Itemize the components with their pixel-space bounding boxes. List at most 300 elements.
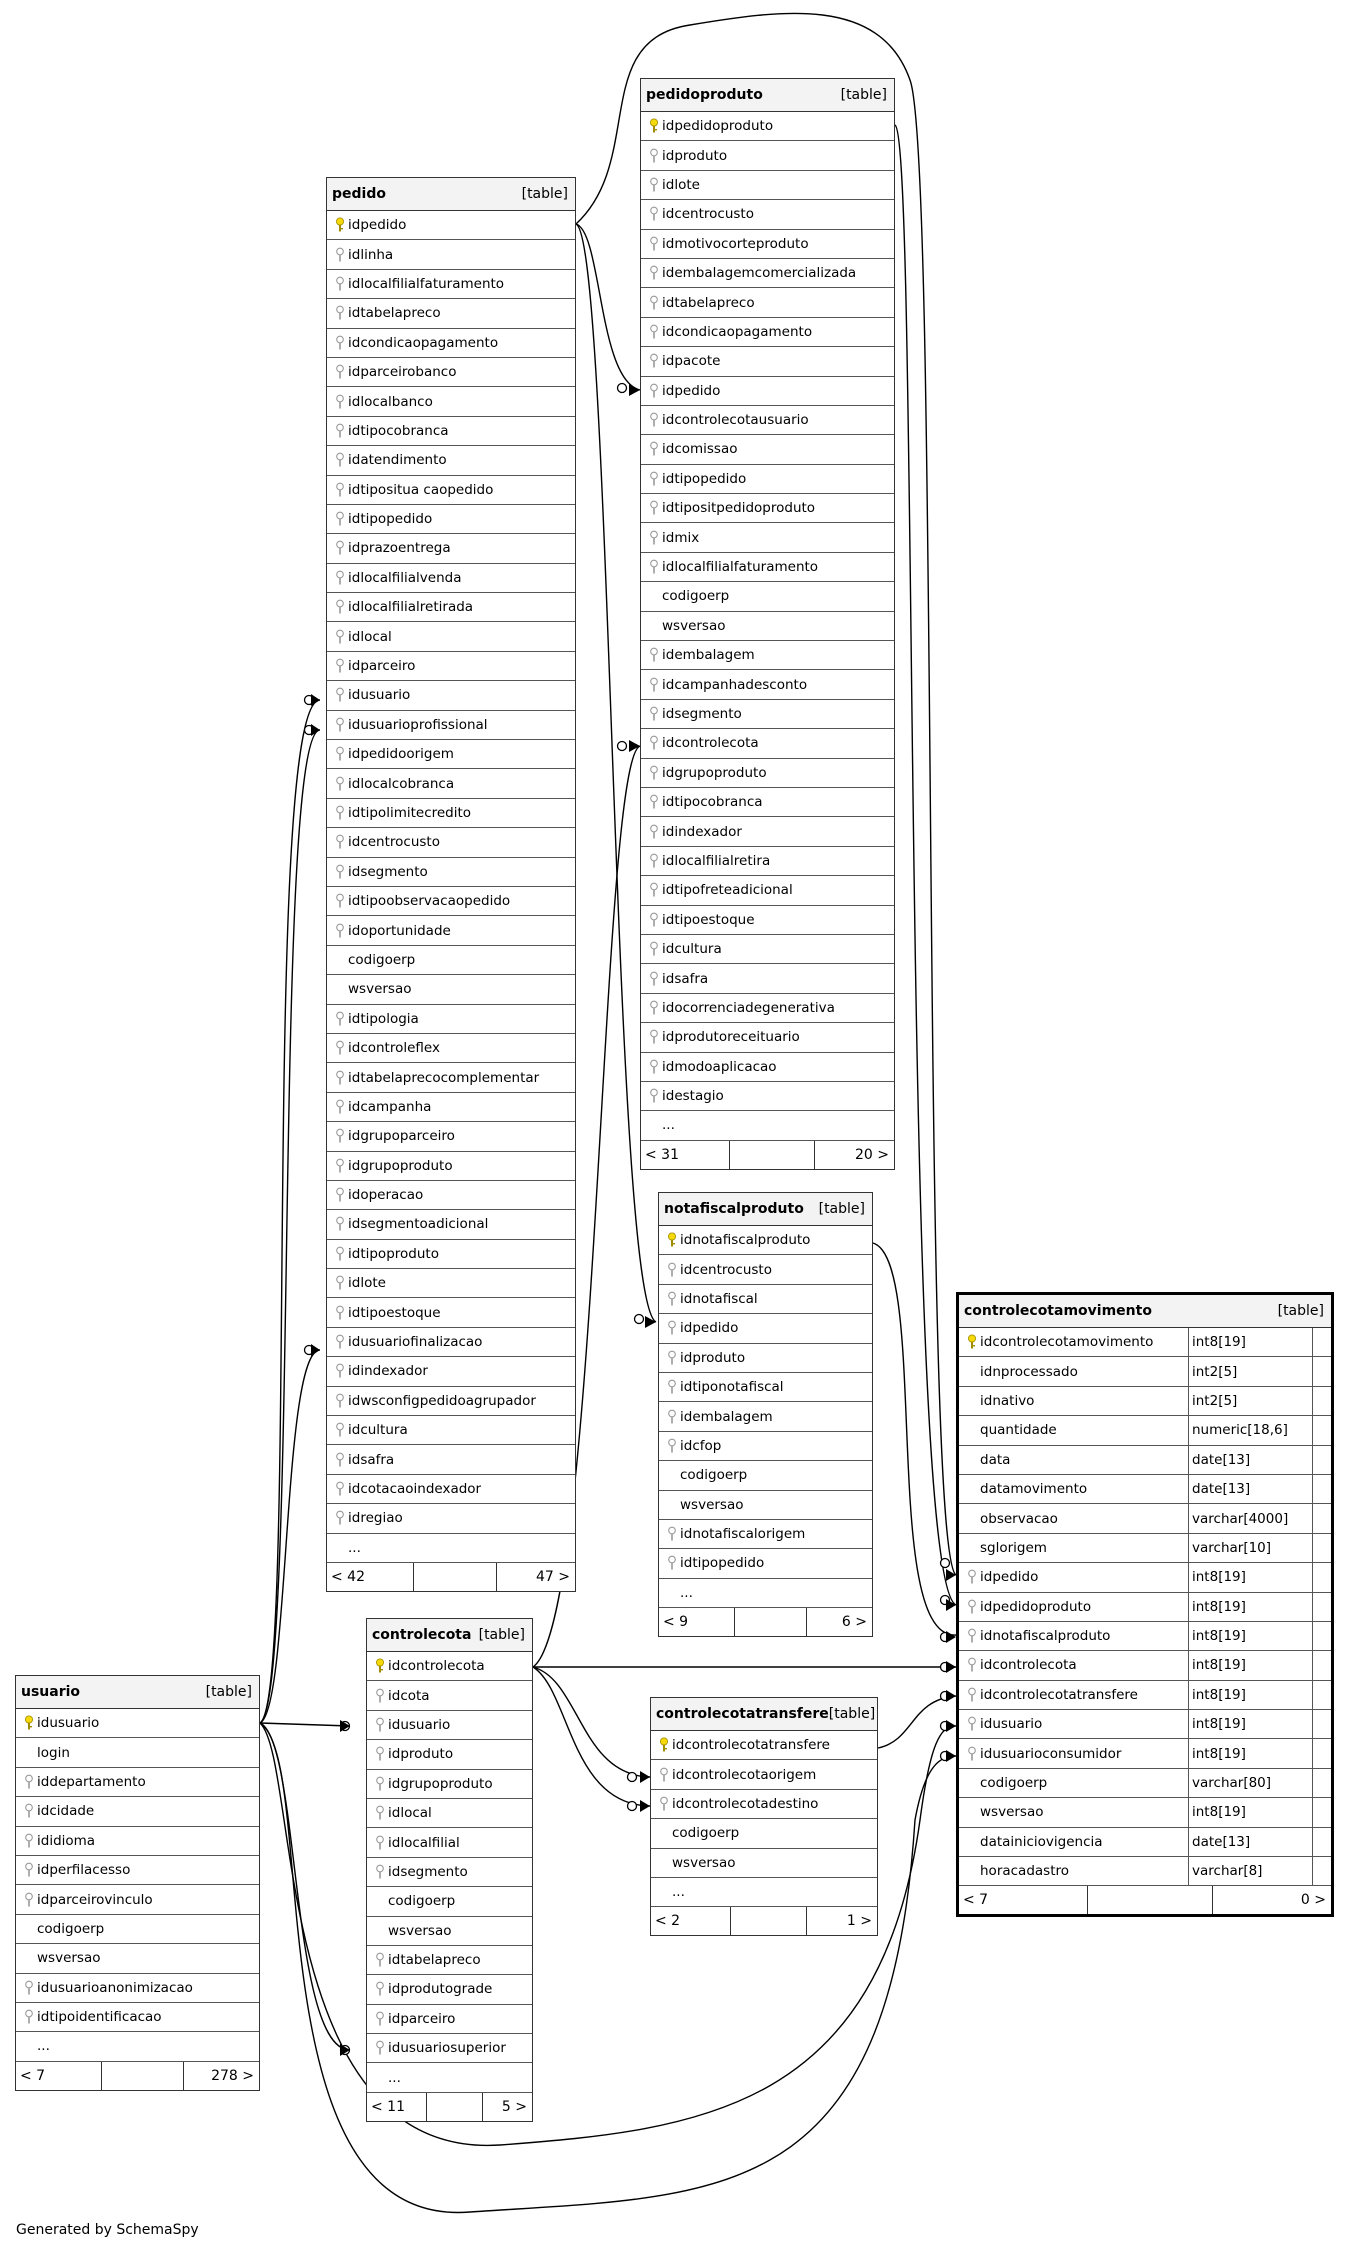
column-row[interactable] [659,1373,872,1402]
column-name: idpedidoorigem [348,746,454,763]
column-name: idprodutoreceituario [662,1029,800,1046]
foreign-key-icon [645,765,662,781]
column-row[interactable] [959,1446,1331,1475]
column-row[interactable] [367,1828,532,1857]
column-name: idsegmento [388,1863,468,1880]
foreign-key-icon [331,247,348,263]
column-row[interactable] [641,259,894,288]
column-name: idsafra [662,970,709,987]
foreign-key-icon [663,1262,680,1278]
column-name: idprodutograde [388,1981,493,1998]
column-row[interactable] [641,847,894,876]
column-row[interactable] [641,1111,894,1140]
column-row[interactable] [651,1790,877,1819]
column-name: idtipocobranca [662,794,763,811]
column-name: idpedido [680,1320,739,1337]
column-row[interactable] [659,1520,872,1549]
column-row[interactable] [327,1240,575,1269]
column-row[interactable] [641,1023,894,1052]
child-count: 20 > [855,1146,889,1163]
column-name: idlocal [348,628,392,645]
table-footer [641,1141,894,1169]
column-row[interactable] [327,740,575,769]
column-name: idsafra [348,1451,395,1468]
parent-count: < 11 [367,2093,427,2121]
column-row[interactable] [959,1622,1331,1651]
column-row[interactable] [641,141,894,170]
column-name: idcontrolecotatransfere [980,1686,1138,1703]
foreign-key-icon [963,1687,980,1703]
column-row[interactable] [327,1181,575,1210]
foreign-key-icon [645,471,662,487]
column-name: codigoerp [37,1920,105,1937]
column-name: idtipoestoque [348,1304,441,1321]
column-name: idembalagem [680,1408,773,1425]
column-row[interactable] [327,1328,575,1357]
column-row[interactable] [327,1210,575,1239]
column-name: idlocalfilialfaturamento [662,559,819,576]
column-row[interactable] [327,534,575,563]
column-name: idusuarioanonimizacao [37,1979,193,1996]
column-row[interactable] [641,112,894,141]
column-row[interactable] [327,1122,575,1151]
column-name: idlocalcobranca [348,775,455,792]
column-row[interactable] [641,347,894,376]
column-row[interactable] [367,1975,532,2004]
column-name: idcultura [662,941,722,958]
column-row[interactable] [367,1770,532,1799]
column-name: idlocalfilialretira [662,852,771,869]
footer-spacer [102,2062,184,2090]
column-name: idindexador [662,823,742,840]
column-row[interactable] [327,211,575,240]
column-row[interactable] [641,935,894,964]
column-row[interactable] [367,1887,532,1916]
column-row[interactable] [959,1563,1331,1592]
column-row[interactable] [327,329,575,358]
column-row[interactable] [327,1063,575,1092]
foreign-key-icon [663,1438,680,1454]
column-row[interactable] [327,240,575,269]
column-name: idparceiro [348,658,416,675]
column-name: idcampanhadesconto [662,676,808,693]
column-name: codigoerp [680,1467,748,1484]
column-name: idwsconfigpedidoagrupador [348,1392,536,1409]
column-row[interactable] [327,505,575,534]
column-name: idcontrolecotamovimento [980,1334,1154,1351]
foreign-key-icon [331,1393,348,1409]
column-row[interactable] [367,1740,532,1769]
column-row[interactable] [651,1819,877,1848]
column-row[interactable] [641,759,894,788]
table-name: pedido [332,186,386,202]
table-footer [16,2062,259,2090]
column-row[interactable] [651,1878,877,1907]
column-row[interactable] [641,171,894,200]
table-controlecota[interactable] [366,1618,533,2122]
column-row[interactable] [959,1475,1331,1504]
column-type: date[13] [1192,1833,1251,1850]
table-header [16,1676,259,1709]
column-name: idusuariosuperior [388,2040,506,2057]
column-row[interactable] [327,476,575,505]
column-name: wsversao [680,1496,744,1513]
column-name: ... [662,1117,675,1134]
column-row[interactable] [641,906,894,935]
column-name: idproduto [680,1349,746,1366]
table-name: usuario [21,1684,81,1700]
child-count: 47 > [536,1568,570,1585]
parent-count: < 2 [651,1907,731,1935]
column-row[interactable] [16,1974,259,2003]
column-row[interactable] [641,288,894,317]
column-row[interactable] [327,916,575,945]
rel-usuario-pedido-a [260,700,320,1723]
column-row[interactable] [16,2032,259,2061]
column-row[interactable] [959,1651,1331,1680]
column-name: data [980,1451,1011,1468]
column-row[interactable] [367,1652,532,1681]
column-row[interactable] [959,1534,1331,1563]
column-row[interactable] [327,417,575,446]
column-row[interactable] [641,817,894,846]
column-name: idusuario [37,1715,100,1732]
column-name: idmix [662,529,700,546]
column-row[interactable] [327,1416,575,1445]
column-row[interactable] [641,200,894,229]
foreign-key-icon [645,559,662,575]
column-row[interactable] [367,1681,532,1710]
column-row[interactable] [959,1739,1331,1768]
foreign-key-icon [645,824,662,840]
table-pedido[interactable] [326,177,576,1592]
column-name: idtiponotafiscal [680,1379,784,1396]
column-name: idlote [662,176,700,193]
column-row[interactable] [327,1093,575,1122]
column-row[interactable] [327,1034,575,1063]
column-row[interactable] [959,1328,1331,1357]
column-row[interactable] [959,1593,1331,1622]
column-type: int8[19] [1192,1716,1246,1733]
column-type: date[13] [1192,1481,1251,1498]
column-name: wsversao [388,1922,452,1939]
column-row[interactable] [959,1416,1331,1445]
column-type: int2[5] [1192,1363,1238,1380]
column-type: int8[19] [1192,1628,1246,1645]
foreign-key-icon [331,364,348,380]
table-pedidoproduto[interactable] [640,78,895,1170]
column-row[interactable] [641,788,894,817]
column-name: idcfop [680,1437,722,1454]
footer-spacer [1088,1886,1213,1914]
column-row[interactable] [641,994,894,1023]
parent-count: < 7 [16,2062,102,2090]
column-row[interactable] [367,2034,532,2063]
column-name: idpedido [662,382,721,399]
foreign-key-icon [371,1688,388,1704]
column-row[interactable] [327,946,575,975]
column-row[interactable] [327,1005,575,1034]
column-name: idusuariofinalizacao [348,1334,483,1351]
column-row[interactable] [367,2005,532,2034]
foreign-key-icon [331,1305,348,1321]
column-row[interactable] [659,1402,872,1431]
column-row[interactable] [959,1681,1331,1710]
column-row[interactable] [327,681,575,710]
column-row[interactable] [959,1798,1331,1827]
column-row[interactable] [651,1760,877,1789]
column-row[interactable] [327,593,575,622]
column-row[interactable] [327,769,575,798]
column-row[interactable] [367,1711,532,1740]
column-row[interactable] [659,1314,872,1343]
column-row[interactable] [367,1917,532,1946]
foreign-key-icon [645,441,662,457]
foreign-key-icon [663,1526,680,1542]
column-name: idtipoobservacaopedido [348,893,511,910]
parent-count: < 7 [959,1886,1088,1914]
column-row[interactable] [641,230,894,259]
column-row[interactable] [327,446,575,475]
foreign-key-icon [331,717,348,733]
column-row[interactable] [641,523,894,552]
column-row[interactable] [327,387,575,416]
foreign-key-icon [963,1657,980,1673]
column-row[interactable] [327,1475,575,1504]
column-row[interactable] [659,1579,872,1608]
table-footer [651,1907,877,1935]
footer-spacer [730,1141,815,1169]
column-type: numeric[18,6] [1192,1422,1288,1439]
column-row[interactable] [16,1915,259,1944]
column-name: idtabelapreco [388,1952,481,1969]
table-controlecotamovimento[interactable] [956,1292,1334,1917]
column-row[interactable] [641,1082,894,1111]
parent-count: < 9 [659,1608,735,1636]
rel-usuario-controlecota-superior [260,1723,350,2050]
primary-key-icon [20,1715,37,1731]
column-row[interactable] [641,641,894,670]
column-row[interactable] [659,1491,872,1520]
table-type: [table] [818,1201,865,1217]
generator-note: Generated by SchemaSpy [16,2222,199,2238]
column-name: idpacote [662,353,721,370]
column-row[interactable] [327,1504,575,1533]
table-controlecotatransfere[interactable] [650,1697,878,1936]
column-name: idgrupoproduto [348,1157,453,1174]
column-name: idlocalbanco [348,393,433,410]
column-row[interactable] [959,1857,1331,1886]
column-type: int8[19] [1192,1745,1246,1762]
column-row[interactable] [16,1797,259,1826]
table-name: controlecotamovimento [964,1303,1152,1319]
foreign-key-icon [645,735,662,751]
column-row[interactable] [16,1856,259,1885]
column-name: idcentrocusto [680,1261,772,1278]
column-name: idperfilacesso [37,1862,131,1879]
column-row[interactable] [327,1298,575,1327]
column-row[interactable] [327,828,575,857]
column-name: idusuarioprofissional [348,716,488,733]
column-name: idtipolimitecredito [348,805,472,821]
column-row[interactable] [641,964,894,993]
column-row[interactable] [659,1461,872,1490]
column-row[interactable] [641,465,894,494]
table-type: [table] [840,87,887,103]
column-row[interactable] [959,1357,1331,1386]
foreign-key-icon [331,394,348,410]
column-row[interactable] [641,494,894,523]
column-row[interactable] [641,1053,894,1082]
child-count: 5 > [501,2098,527,2115]
column-row[interactable] [327,358,575,387]
column-row[interactable] [659,1344,872,1373]
column-name: idtipologia [348,1010,419,1027]
foreign-key-icon [963,1569,980,1585]
column-row[interactable] [641,700,894,729]
footer-spacer [735,1608,807,1636]
foreign-key-icon [331,864,348,880]
foreign-key-icon [331,1070,348,1086]
column-row[interactable] [16,1738,259,1767]
column-row[interactable] [16,2003,259,2032]
column-name: idregiao [348,1510,403,1527]
foreign-key-icon [645,265,662,281]
foreign-key-icon [331,1099,348,1115]
footer-spacer [427,2093,483,2121]
column-row[interactable] [959,1710,1331,1739]
column-name: idgrupoproduto [388,1775,493,1792]
column-row[interactable] [367,1858,532,1887]
column-name: idnotafiscalproduto [680,1232,811,1249]
column-row[interactable] [327,622,575,651]
column-row[interactable] [327,1269,575,1298]
column-row[interactable] [959,1769,1331,1798]
table-notafiscalproduto[interactable] [658,1192,873,1637]
column-row[interactable] [651,1731,877,1760]
foreign-key-icon [645,912,662,928]
column-row[interactable] [659,1432,872,1461]
foreign-key-icon [331,893,348,909]
column-row[interactable] [641,406,894,435]
column-name: idlinha [348,246,394,263]
column-row[interactable] [327,1387,575,1416]
foreign-key-icon [20,1892,37,1908]
column-name: quantidade [980,1422,1057,1439]
column-name: idcontrolecotausuario [662,412,809,429]
column-name: idprazoentrega [348,540,451,557]
column-row[interactable] [659,1255,872,1284]
column-row[interactable] [959,1828,1331,1857]
foreign-key-icon [645,1088,662,1104]
column-type: int8[19] [1192,1804,1246,1821]
column-row[interactable] [327,858,575,887]
foreign-key-icon [663,1350,680,1366]
column-type: date[13] [1192,1451,1251,1468]
column-row[interactable] [16,1885,259,1914]
column-row[interactable] [641,670,894,699]
table-name: controlecota [372,1627,472,1643]
column-row[interactable] [327,799,575,828]
foreign-key-icon [331,923,348,939]
column-type: varchar[8] [1192,1863,1263,1880]
column-row[interactable] [16,1827,259,1856]
foreign-key-icon [371,1746,388,1762]
column-name: codigoerp [662,588,730,605]
column-name: idcentrocusto [348,834,440,851]
column-row[interactable] [327,270,575,299]
column-row[interactable] [327,299,575,328]
column-row[interactable] [327,975,575,1004]
table-name: pedidoproduto [646,87,763,103]
column-name: idmodoaplicacao [662,1058,777,1075]
column-row[interactable] [327,1152,575,1181]
foreign-key-icon [645,500,662,516]
column-row[interactable] [327,1357,575,1386]
column-name: idembalagemcomercializada [662,265,857,282]
column-name: idtipositpedidoproduto [662,500,816,517]
column-row[interactable] [16,1944,259,1973]
foreign-key-icon [963,1716,980,1732]
column-row[interactable] [641,582,894,611]
column-row[interactable] [659,1226,872,1255]
column-row[interactable] [641,553,894,582]
column-row[interactable] [959,1387,1331,1416]
primary-key-icon [331,217,348,233]
column-row[interactable] [641,377,894,406]
foreign-key-icon [645,706,662,722]
table-usuario[interactable] [15,1675,260,2091]
column-row[interactable] [327,652,575,681]
table-name: notafiscalproduto [664,1201,804,1217]
column-name: iddepartamento [37,1773,146,1790]
column-row[interactable] [659,1285,872,1314]
column-row[interactable] [641,318,894,347]
column-row[interactable] [367,1946,532,1975]
column-row[interactable] [641,612,894,641]
column-row[interactable] [959,1504,1331,1533]
foreign-key-icon [331,658,348,674]
foreign-key-icon [331,1128,348,1144]
column-name: idtabelaprecocomplementar [348,1069,540,1086]
column-row[interactable] [651,1849,877,1878]
column-name: idtipopedido [680,1555,765,1572]
column-type: int8[19] [1192,1334,1246,1351]
column-row[interactable] [327,564,575,593]
foreign-key-icon [331,511,348,527]
column-row[interactable] [367,2063,532,2092]
column-row[interactable] [641,435,894,464]
column-row[interactable] [16,1709,259,1738]
column-name: idlocal [388,1805,432,1822]
column-row[interactable] [327,1534,575,1563]
foreign-key-icon [655,1796,672,1812]
column-row[interactable] [327,711,575,740]
table-type: [table] [521,186,568,202]
column-name: observacao [980,1510,1058,1527]
column-row[interactable] [327,887,575,916]
column-name: idcontrolecotadestino [672,1795,819,1812]
column-row[interactable] [16,1768,259,1797]
column-row[interactable] [327,1445,575,1474]
column-row[interactable] [659,1549,872,1578]
foreign-key-icon [331,1334,348,1350]
column-row[interactable] [367,1799,532,1828]
column-name: wsversao [672,1854,736,1871]
column-row[interactable] [641,729,894,758]
column-row[interactable] [641,876,894,905]
child-count: 0 > [1300,1892,1326,1909]
